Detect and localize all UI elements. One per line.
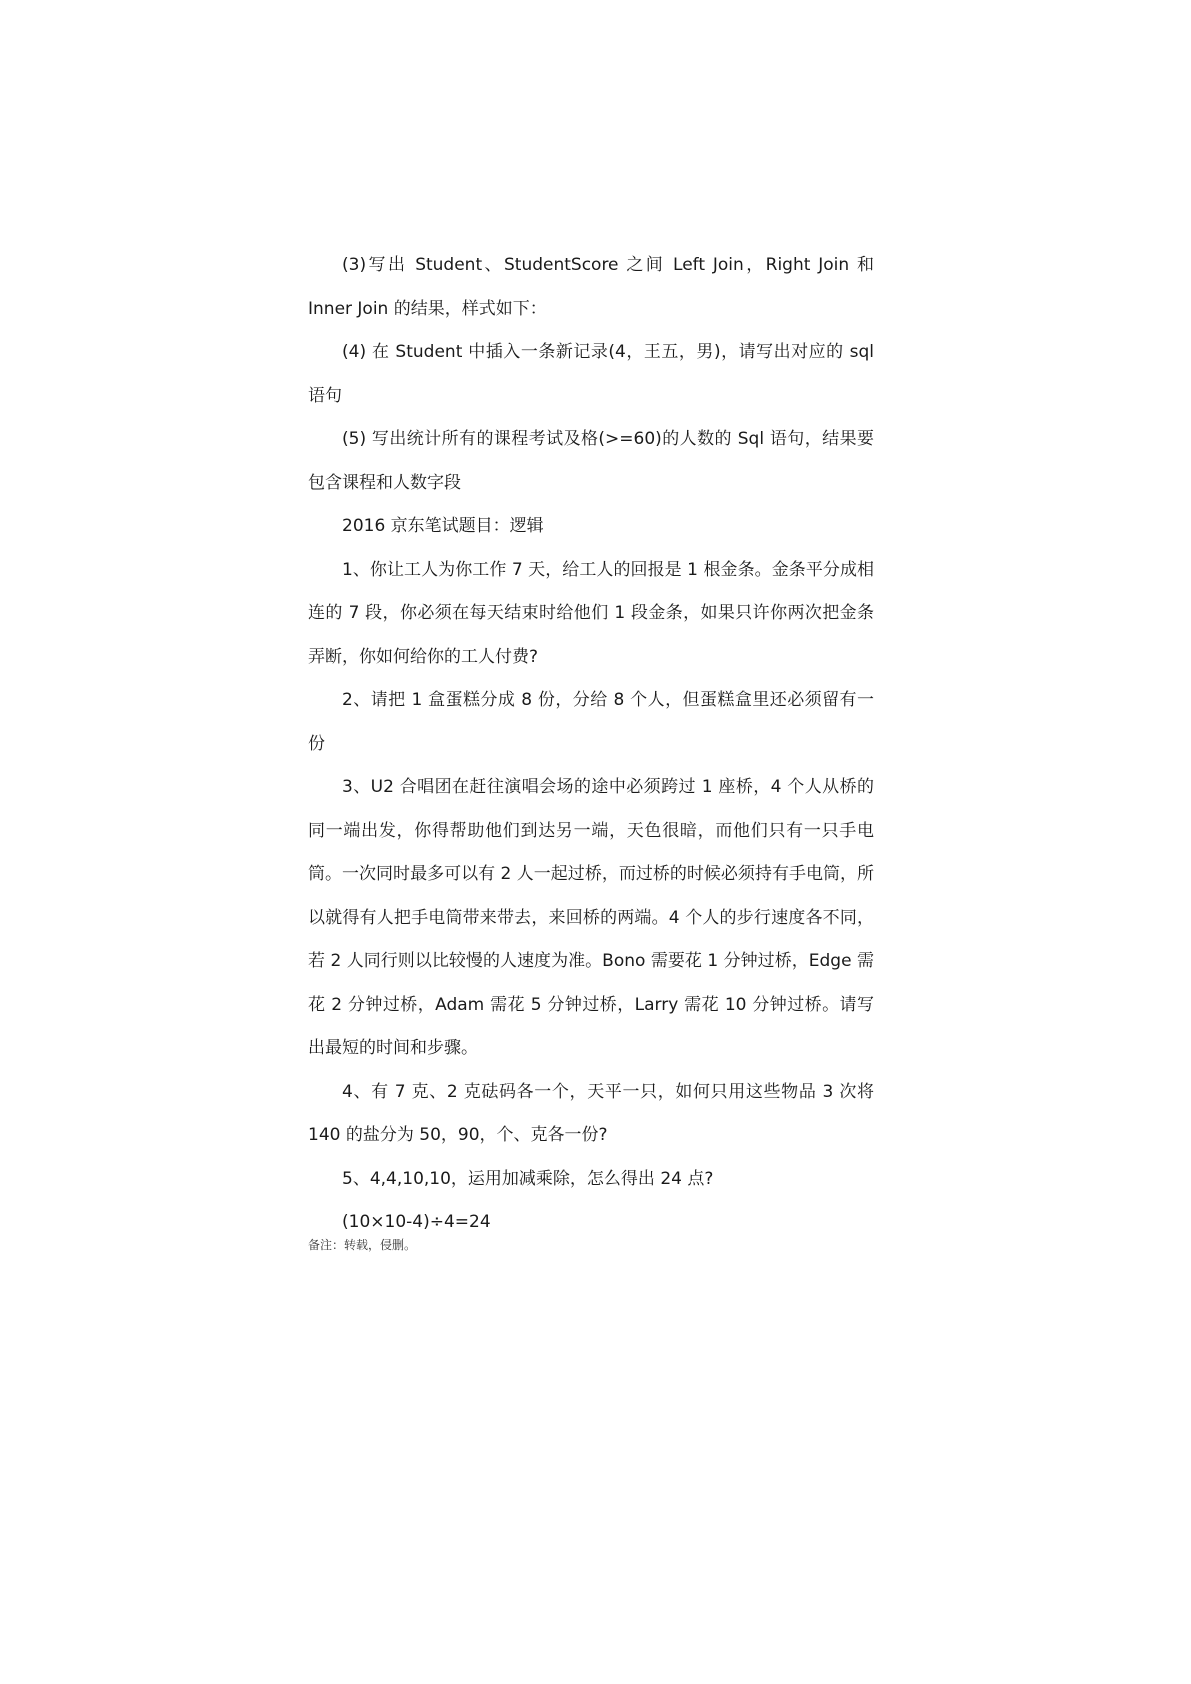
question-3-paragraph: (3)写出 Student、StudentScore 之间 Left Join，Right Join 和 Inner Join 的结果，样式如下： [308, 255, 874, 319]
logic-question-5: 5、4,4,10,10，运用加减乘除，怎么得出 24 点? [342, 1168, 714, 1189]
logic-question-1: 1、你让工人为你工作 7 天，给工人的回报是 1 根金条。金条平分成相连的 7 段，你必须在每天结束时给他们 1 段金条，如果只许你两次把金条弄断，你如何给你的工人付费? [308, 559, 874, 667]
section-title: 2016 京东笔试题目：逻辑 [342, 516, 544, 536]
footnote: 备注：转载，侵删。 [308, 1238, 417, 1252]
question-4-paragraph: (4) 在 Student 中插入一条新记录(4，王五，男)，请写出对应的 sql 语句 [308, 342, 874, 406]
document-body [308, 244, 874, 1245]
question-5-paragraph: (5) 写出统计所有的课程考试及格(>=60)的人数的 Sql 语句，结果要包含课程和人数字段 [308, 429, 874, 493]
logic-question-2: 2、请把 1 盒蛋糕分成 8 份，分给 8 个人，但蛋糕盒里还必须留有一份 [308, 690, 874, 754]
logic-question-4: 4、有 7 克、2 克砝码各一个，天平一只，如何只用这些物品 3 次将 140 的盐分为 50，90，个、克各一份? [308, 1081, 874, 1145]
logic-answer-5: (10×10-4)÷4=24 [342, 1212, 491, 1232]
logic-question-3: 3、U2 合唱团在赶往演唱会场的途中必须跨过 1 座桥，4 个人从桥的同一端出发，你得帮助他们到达另一端，天色很暗，而他们只有一只手电筒。一次同时最多可以有 2 人一起过桥，而过桥的时候必须持有手电筒，所以就得有人把手电筒带来带去，来回桥的两端。4 个人的步行速度各不同，若 2 人同行则以比较慢的人速度为准。Bono 需要花 1 分钟过桥，Edge 需花 2 分钟过桥，Adam 需花 5 分钟过桥，Larry 需花 10 分钟过桥。请写出最短的时间和步骤。 [308, 777, 874, 1058]
